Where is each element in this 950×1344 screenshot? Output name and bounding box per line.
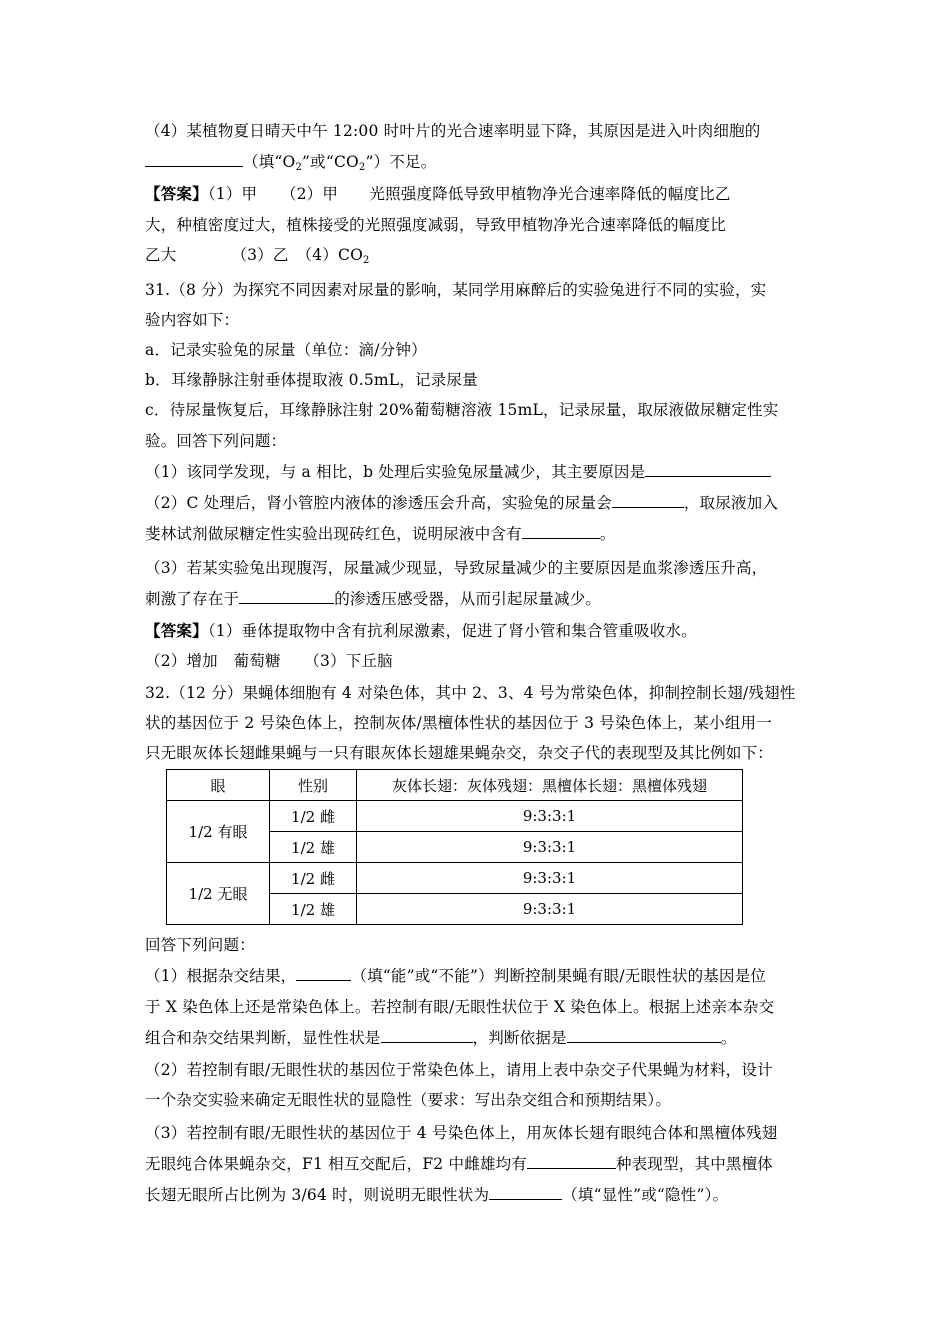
text: （1）根据杂交结果， bbox=[145, 967, 297, 985]
ratio-cell: 9:3:3:1 bbox=[357, 832, 743, 863]
answer-blank bbox=[645, 462, 771, 477]
answer-blank bbox=[527, 1154, 616, 1169]
text: （填“O bbox=[243, 153, 296, 171]
q31-item-a: a．记录实验兔的尿量（单位：滴/分钟） bbox=[145, 341, 427, 359]
answer-blank bbox=[145, 152, 243, 167]
sex-cell: 1/2 雌 bbox=[270, 801, 357, 832]
q31-part2-line2 bbox=[145, 524, 616, 544]
q32-line1: 32.（12 分）果蝇体细胞有 4 对染色体，其中 2、3、4 号为常染色体，抑制控制长翅/残翅性 bbox=[145, 684, 796, 702]
text: ”）不足。 bbox=[365, 153, 437, 171]
q32-part1-line3 bbox=[145, 1028, 736, 1048]
q31-item-b: b．耳缘静脉注射垂体提取液 0.5mL，记录尿量 bbox=[145, 371, 478, 389]
table-row bbox=[167, 801, 743, 832]
answer31-line2: （2）增加 葡萄糖 （3）下丘脑 bbox=[145, 652, 393, 670]
q32-part1-line2: 于 X 染色体上还是常染色体上。若控制有眼/无眼性状位于 X 染色体上。根据上述亲本杂交 bbox=[145, 998, 775, 1016]
table-row bbox=[167, 863, 743, 894]
q32-ask: 回答下列问题： bbox=[145, 936, 255, 954]
text: （填“显性”或“隐性”）。 bbox=[562, 1186, 729, 1204]
text: ，取尿液加入 bbox=[683, 494, 779, 512]
text: 长翅无眼所占比例为 3/64 时，则说明无眼性状为 bbox=[145, 1186, 490, 1204]
answer-blank bbox=[522, 524, 600, 539]
answer-label: 【答案】 bbox=[145, 621, 208, 640]
answer30-line1 bbox=[145, 184, 731, 204]
eye-group-cell: 1/2 有眼 bbox=[167, 801, 270, 863]
q30-part4-line1: （4）某植物夏日晴天中午 12:00 时叶片的光合速率明显下降，其原因是进入叶肉细胞的 bbox=[145, 122, 761, 140]
text: 。 bbox=[720, 1029, 737, 1047]
text: （1）垂体提取物中含有抗利尿激素，促进了肾小管和集合管重吸收水。 bbox=[207, 622, 697, 640]
q32-part3-line2 bbox=[145, 1154, 773, 1174]
text: 。 bbox=[599, 525, 616, 543]
sex-cell: 1/2 雌 bbox=[270, 863, 357, 894]
subscript: 2 bbox=[363, 255, 370, 266]
answer31-line1 bbox=[145, 621, 697, 641]
q32-part3-line3 bbox=[145, 1185, 728, 1205]
ratio-cell: 9:3:3:1 bbox=[357, 894, 743, 925]
eye-group-cell: 1/2 无眼 bbox=[167, 863, 270, 925]
answer30-line2: 大，种植密度过大，植株接受的光照强度减弱，导致甲植物净光合速率降低的幅度比 bbox=[145, 216, 726, 234]
q32-part2-line2: 一个杂交实验来确定无眼性状的显隐性（要求：写出杂交组合和预期结果）。 bbox=[145, 1091, 672, 1109]
results-table bbox=[166, 769, 743, 925]
q32-line3: 只无眼灰体长翅雌果蝇与一只有眼灰体长翅雄果蝇杂交，杂交子代的表现型及其比例如下： bbox=[145, 744, 774, 762]
q31-part1 bbox=[145, 462, 771, 482]
q31-item-c-line2: 验。回答下列问题： bbox=[145, 432, 287, 450]
header-phenotype-ratio: 灰体长翅：灰体残翅：黑檀体长翅：黑檀体残翅 bbox=[357, 770, 743, 801]
text: ”或“CO bbox=[302, 153, 359, 171]
q30-part4-line2 bbox=[145, 152, 436, 172]
text: 种表现型，其中黑檀体 bbox=[616, 1155, 774, 1173]
answer-blank bbox=[567, 1028, 721, 1043]
q31-part3-line1: （3）若某实验兔出现腹泻，尿量减少现显，导致尿量减少的主要原因是血浆渗透压升高， bbox=[145, 559, 768, 577]
q31-line2: 验内容如下： bbox=[145, 311, 240, 329]
answer-blank bbox=[489, 1185, 562, 1200]
text: （2）C 处理后，肾小管腔内液体的渗透压会升高，实验兔的尿量会 bbox=[145, 494, 612, 512]
text: 乙大 （3）乙 （4）CO bbox=[145, 246, 363, 264]
header-sex: 性别 bbox=[270, 770, 357, 801]
header-eye: 眼 bbox=[167, 770, 270, 801]
answer-label: 【答案】 bbox=[145, 184, 208, 203]
text: 的渗透压感受器，从而引起尿量减少。 bbox=[334, 590, 602, 608]
subscript: 2 bbox=[295, 162, 302, 173]
q32-part3-line1: （3）若控制有眼/无眼性状的基因位于 4 号染色体上，用灰体长翅有眼纯合体和黑檀体残翅 bbox=[145, 1124, 778, 1142]
q32-line2: 状的基因位于 2 号染色体上，控制灰体/黑檀体性状的基因位于 3 号染色体上，某小组用一 bbox=[145, 714, 772, 732]
q31-part3-line2 bbox=[145, 589, 601, 609]
subscript: 2 bbox=[358, 162, 366, 173]
q31-line1: 31.（8 分）为探究不同因素对尿量的影响，某同学用麻醉后的实验兔进行不同的实验，实 bbox=[145, 281, 767, 299]
q32-part1-line1 bbox=[145, 966, 766, 986]
text: （1）该同学发现，与 a 相比，b 处理后实验兔尿量减少，其主要原因是 bbox=[145, 463, 646, 481]
answer-blank bbox=[296, 966, 351, 981]
sex-cell: 1/2 雄 bbox=[270, 832, 357, 863]
text: 斐林试剂做尿糖定性实验出现砖红色，说明尿液中含有 bbox=[145, 525, 522, 543]
answer-blank bbox=[239, 589, 334, 604]
text: 无眼纯合体果蝇杂交，F1 相互交配后，F2 中雌雄均有 bbox=[145, 1155, 527, 1173]
text: 组合和杂交结果判断，显性性状是 bbox=[145, 1029, 381, 1047]
answer-blank bbox=[612, 493, 684, 508]
answer30-line3 bbox=[145, 245, 370, 265]
ratio-cell: 9:3:3:1 bbox=[357, 801, 743, 832]
ratio-cell: 9:3:3:1 bbox=[357, 863, 743, 894]
q31-item-c-line1: c．待尿量恢复后，耳缘静脉注射 20%葡萄糖溶液 15mL，记录尿量，取尿液做尿糖定性实 bbox=[145, 401, 779, 419]
text: ，判断依据是 bbox=[472, 1029, 567, 1047]
sex-cell: 1/2 雄 bbox=[270, 894, 357, 925]
text: （填“能”或“不能”）判断控制果蝇有眼/无眼性状的基因是位 bbox=[351, 967, 767, 985]
text: （1）甲 （2）甲 光照强度降低导致甲植物净光合速率降低的幅度比乙 bbox=[207, 185, 731, 203]
table-header-row bbox=[167, 770, 743, 801]
answer-blank bbox=[381, 1028, 473, 1043]
q32-part2-line1: （2）若控制有眼/无眼性状的基因位于常染色体上，请用上表中杂交子代果蝇为材料，设计 bbox=[145, 1061, 773, 1079]
q31-part2-line1 bbox=[145, 493, 778, 513]
text: 刺激了存在于 bbox=[145, 590, 240, 608]
